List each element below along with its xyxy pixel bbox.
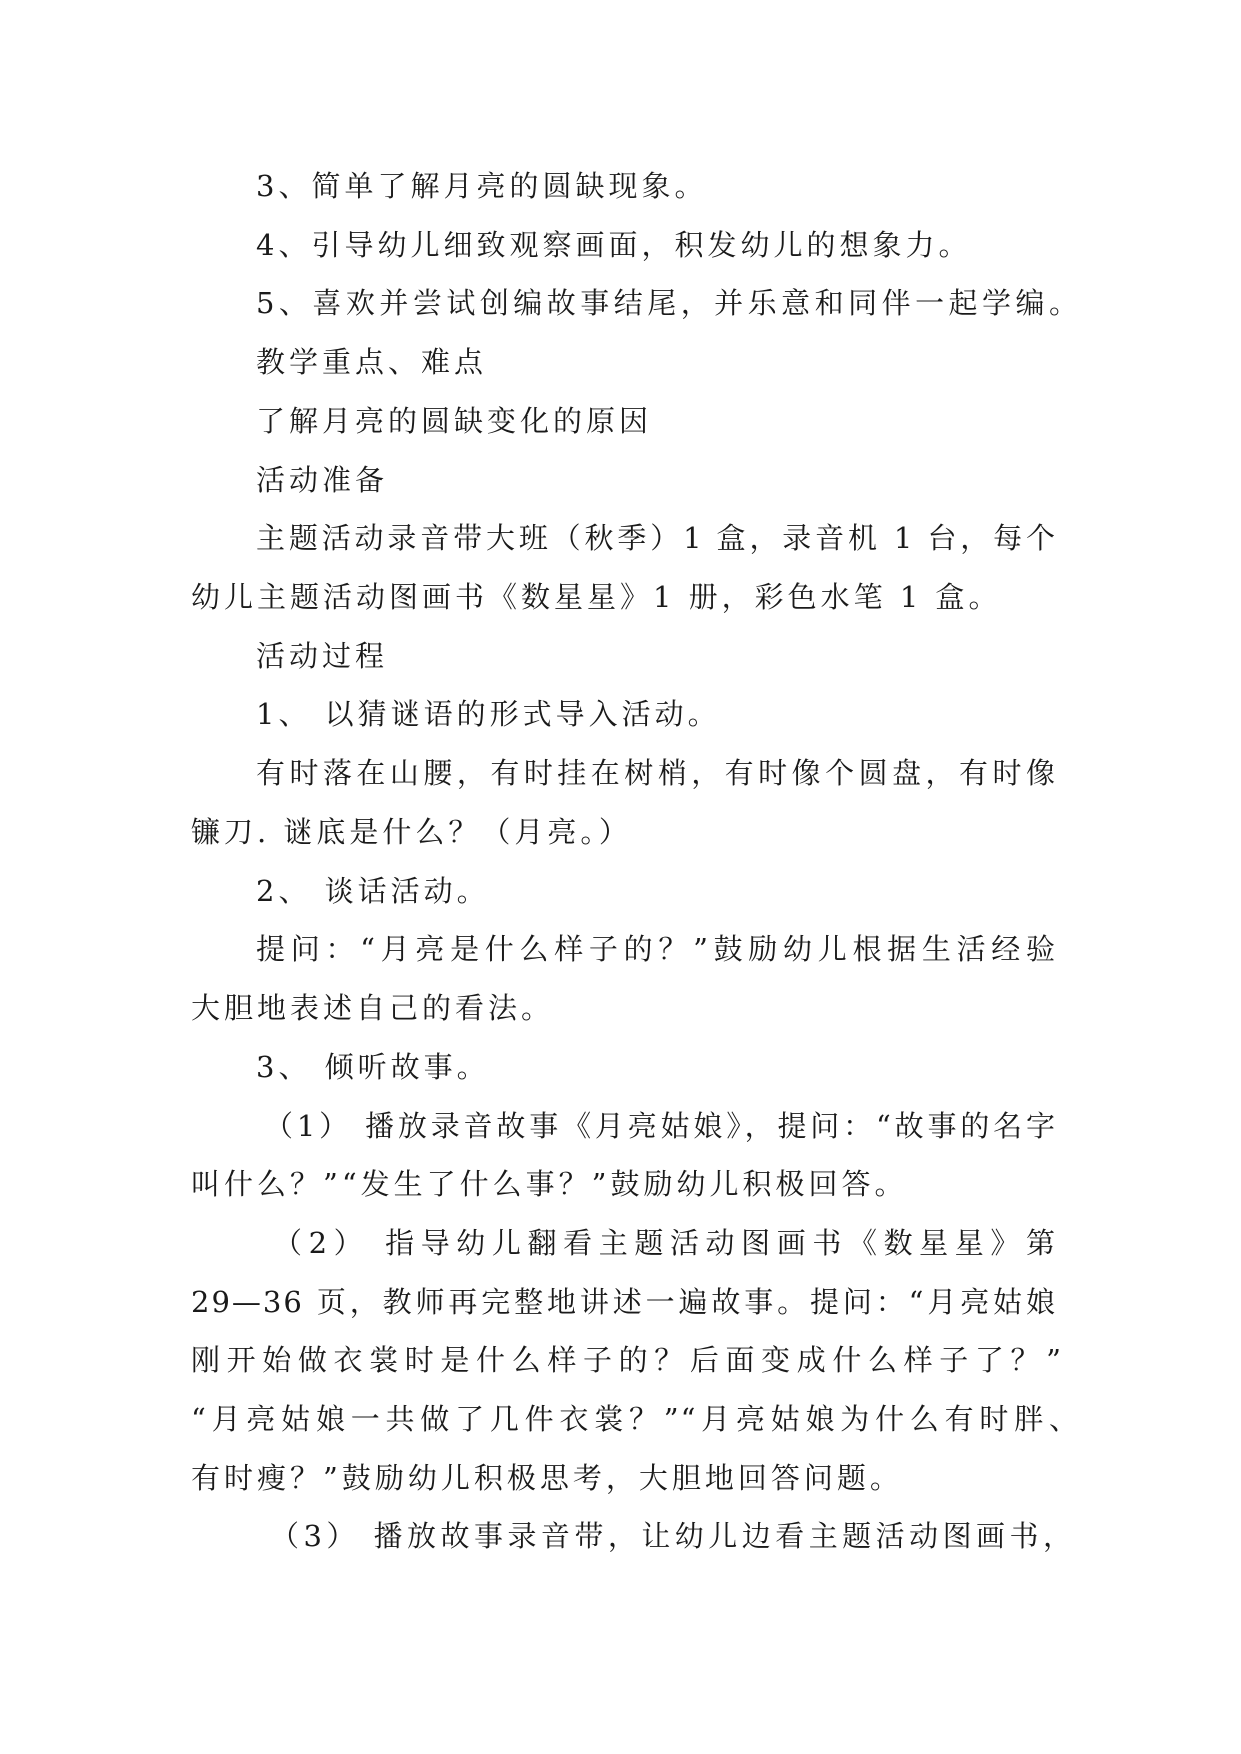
- step-1-heading: 1、 以猜谜语的形式导入活动。: [256, 697, 721, 731]
- substep-2-line-1: （2） 指导幼儿翻看主题活动图画书《数星星》第: [273, 1226, 1057, 1260]
- riddle-text-line-1: 有时落在山腰，有时挂在树梢，有时像个圆盘，有时像: [256, 756, 1057, 790]
- riddle-text-line-2: 镰刀. 谜底是什么？（月亮。）: [191, 815, 632, 849]
- talk-question-line-2: 大胆地表述自己的看法。: [191, 991, 555, 1025]
- substep-3-line-1: （3） 播放故事录音带，让幼儿边看主题活动图画书，: [270, 1519, 1074, 1553]
- objective-3-line: 3、简单了解月亮的圆缺现象。: [256, 169, 708, 203]
- substep-2-line-2: 29—36 页，教师再完整地讲述一遍故事。提问：“月亮姑娘: [191, 1285, 1057, 1319]
- section-heading-preparation: 活动准备: [256, 463, 389, 497]
- step-3-heading: 3、 倾听故事。: [256, 1050, 490, 1084]
- objective-4-line: 4、引导幼儿细致观察画面，积发幼儿的想象力。: [256, 228, 972, 262]
- substep-2-line-5: 有时瘦？”鼓励幼儿积极思考，大胆地回答问题。: [191, 1461, 903, 1495]
- section-heading-process: 活动过程: [256, 639, 389, 673]
- objective-5-line: 5、喜欢并尝试创编故事结尾，并乐意和同伴一起学编。: [256, 286, 1080, 320]
- talk-question-line-1: 提问：“月亮是什么样子的？”鼓励幼儿根据生活经验: [256, 932, 1057, 966]
- preparation-text-line-1: 主题活动录音带大班（秋季）1 盒，录音机 1 台，每个: [256, 521, 1057, 555]
- substep-2-line-4: “月亮姑娘一共做了几件衣裳？”“月亮姑娘为什么有时胖、: [191, 1402, 1080, 1436]
- step-2-heading: 2、 谈话活动。: [256, 874, 490, 908]
- section-heading-key-points: 教学重点、难点: [256, 345, 488, 379]
- substep-1-line-1: （1） 播放录音故事《月亮姑娘》，提问：“故事的名字: [264, 1109, 1057, 1143]
- key-points-text: 了解月亮的圆缺变化的原因: [256, 404, 653, 438]
- substep-1-line-2: 叫什么？”“发生了什么事？”鼓励幼儿积极回答。: [191, 1167, 908, 1201]
- preparation-text-line-2: 幼儿主题活动图画书《数星星》1 册，彩色水笔 1 盒。: [191, 580, 1002, 614]
- substep-2-line-3: 刚开始做衣裳时是什么样子的？后面变成什么样子了？”: [191, 1343, 1063, 1377]
